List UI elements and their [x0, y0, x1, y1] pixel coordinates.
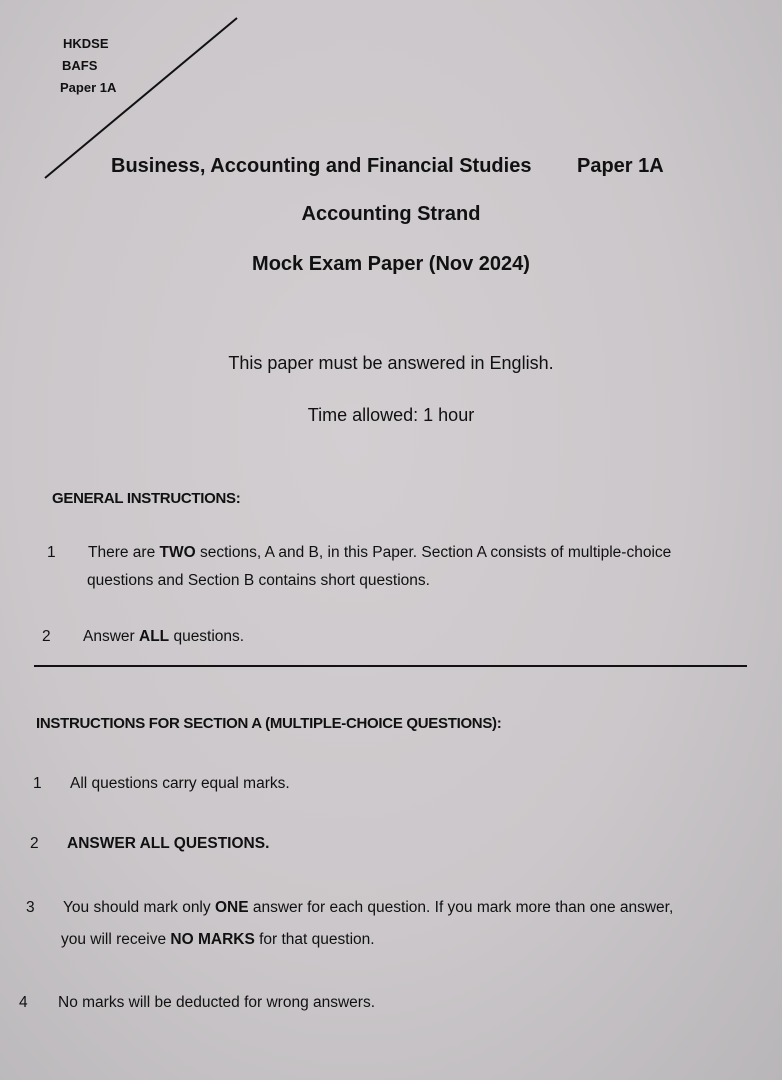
section-a-item-1: All questions carry equal marks.: [70, 775, 290, 792]
general-instructions-heading: GENERAL INSTRUCTIONS:: [52, 490, 241, 507]
section-a-item-4-num: 4: [19, 994, 28, 1011]
general-item-1-num: 1: [47, 544, 56, 561]
language-notice: This paper must be answered in English.: [228, 353, 554, 373]
item-emphasis: TWO: [159, 544, 196, 561]
item-text: for that question.: [254, 931, 375, 948]
general-item-2: [83, 628, 244, 646]
section-divider: [34, 665, 747, 667]
paper-title: Business, Accounting and Financial Studies: [111, 155, 532, 177]
section-a-item-4: No marks will be deducted for wrong answers.: [58, 994, 376, 1011]
general-item-1: [88, 544, 671, 562]
corner-subject: BAFS: [62, 58, 98, 73]
strand-title: Accounting Strand: [301, 203, 481, 225]
section-a-item-1-num: 1: [33, 775, 42, 792]
general-item-1-line2: questions and Section B contains short questions.: [87, 572, 430, 589]
item-text: you will receive: [61, 931, 171, 948]
exam-subtitle: Mock Exam Paper (Nov 2024): [252, 253, 530, 275]
section-a-item-3: [63, 899, 673, 917]
general-item-2-num: 2: [42, 628, 51, 645]
corner-exam: HKDSE: [63, 36, 109, 51]
paper-number: Paper 1A: [577, 155, 664, 177]
time-notice: Time allowed: 1 hour: [307, 405, 475, 425]
corner-paper: Paper 1A: [60, 80, 117, 95]
item-emphasis: ONE: [214, 899, 249, 916]
item-text: You should mark only: [63, 899, 215, 916]
item-text: answer for each question. If you mark more than one answer,: [248, 899, 674, 916]
section-a-item-2-num: 2: [30, 835, 39, 852]
section-a-item-3-num: 3: [26, 899, 35, 916]
item-emphasis: NO MARKS: [170, 931, 255, 948]
item-text: sections, A and B, in this Paper. Section A consists of multiple-choice: [195, 544, 672, 561]
section-a-item-3-line2: [61, 931, 375, 949]
item-text: Answer: [83, 628, 139, 645]
item-text: questions.: [169, 628, 245, 645]
section-a-item-2: ANSWER ALL QUESTIONS.: [67, 835, 270, 852]
item-text: There are: [88, 544, 160, 561]
section-a-heading: INSTRUCTIONS FOR SECTION A (MULTIPLE-CHOICE QUESTIONS):: [36, 715, 502, 732]
item-emphasis: ALL: [139, 628, 170, 645]
